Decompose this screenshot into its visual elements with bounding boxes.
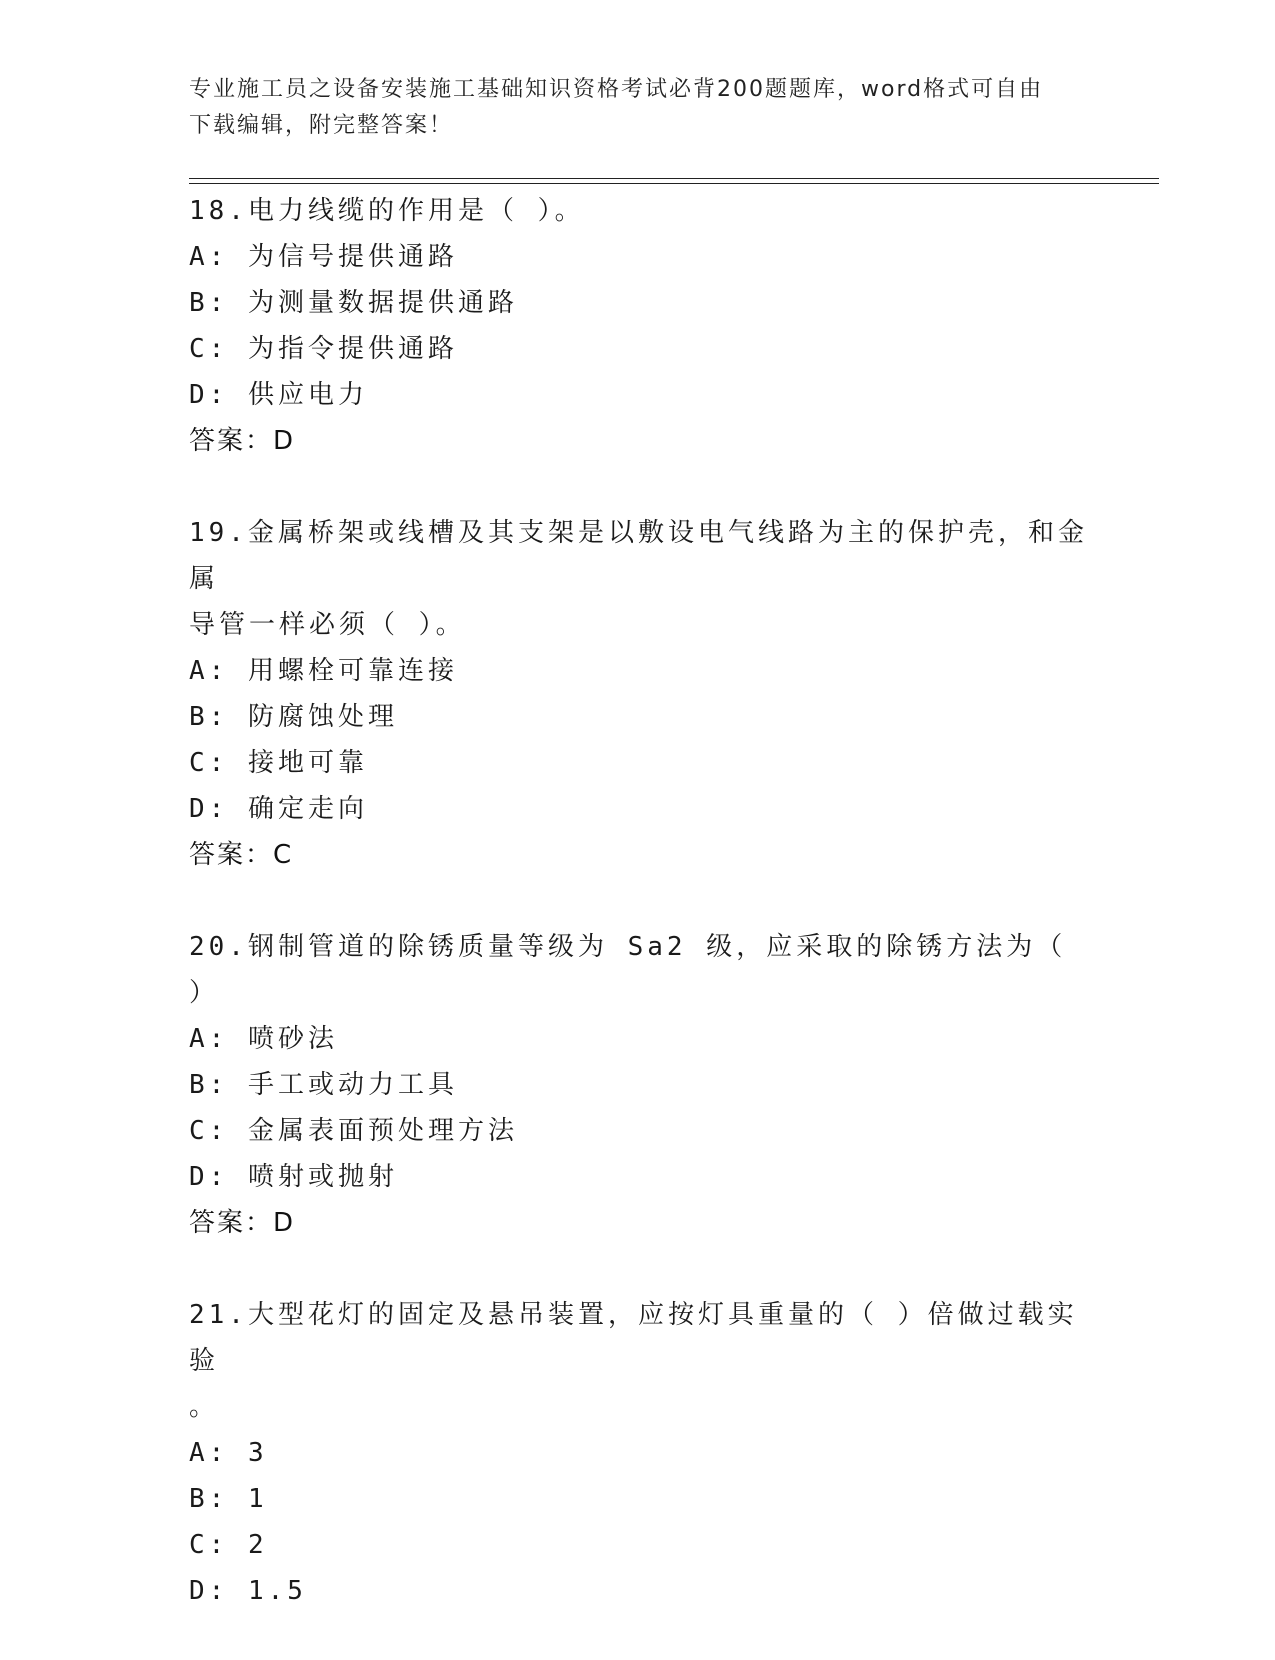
question-stem-line-1: 19.金属桥架或线槽及其支架是以敷设电气线路为主的保护壳，和金属 [189, 518, 1088, 594]
option-b: B: 手工或动力工具 [189, 1070, 458, 1100]
answer-label: 答案：D [189, 1208, 296, 1238]
option-d: D: 供应电力 [189, 380, 368, 410]
answer-label: 答案：C [189, 840, 294, 870]
option-b: B: 1 [189, 1484, 268, 1514]
document-header [189, 72, 1079, 144]
question-stem: 20.钢制管道的除锈质量等级为 Sa2 级，应采取的除锈方法为（ ） [189, 932, 1086, 1008]
header-divider-bottom [189, 183, 1159, 184]
option-c: C: 金属表面预处理方法 [189, 1116, 518, 1146]
question-19 [189, 510, 1089, 878]
option-a: A: 喷砂法 [189, 1024, 338, 1054]
question-20 [189, 924, 1089, 1246]
option-d: D: 喷射或抛射 [189, 1162, 398, 1192]
option-d: D: 1.5 [189, 1576, 307, 1606]
header-line-1: 专业施工员之设备安装施工基础知识资格考试必背200题题库，word格式可自由 [189, 77, 1044, 102]
option-b: B: 防腐蚀处理 [189, 702, 398, 732]
answer-label: 答案：D [189, 426, 296, 456]
header-divider-top [189, 178, 1159, 179]
question-stem-line-2: 导管一样必须（ ）。 [189, 610, 466, 640]
header-line-2: 下载编辑，附完整答案！ [189, 113, 454, 138]
question-stem-line-1: 21.大型花灯的固定及悬吊装置，应按灯具重量的（ ）倍做过载实验 [189, 1300, 1078, 1376]
option-d: D: 确定走向 [189, 794, 368, 824]
option-a: A: 3 [189, 1438, 268, 1468]
question-stem: 18.电力线缆的作用是（ ）。 [189, 196, 585, 226]
question-21 [189, 1292, 1089, 1614]
option-a: A: 用螺栓可靠连接 [189, 656, 458, 686]
option-c: C: 为指令提供通路 [189, 334, 458, 364]
option-c: C: 2 [189, 1530, 268, 1560]
question-18 [189, 188, 1089, 464]
option-c: C: 接地可靠 [189, 748, 368, 778]
question-stem-line-2: 。 [189, 1392, 220, 1422]
option-b: B: 为测量数据提供通路 [189, 288, 518, 318]
option-a: A: 为信号提供通路 [189, 242, 458, 272]
question-list [189, 188, 1089, 1660]
